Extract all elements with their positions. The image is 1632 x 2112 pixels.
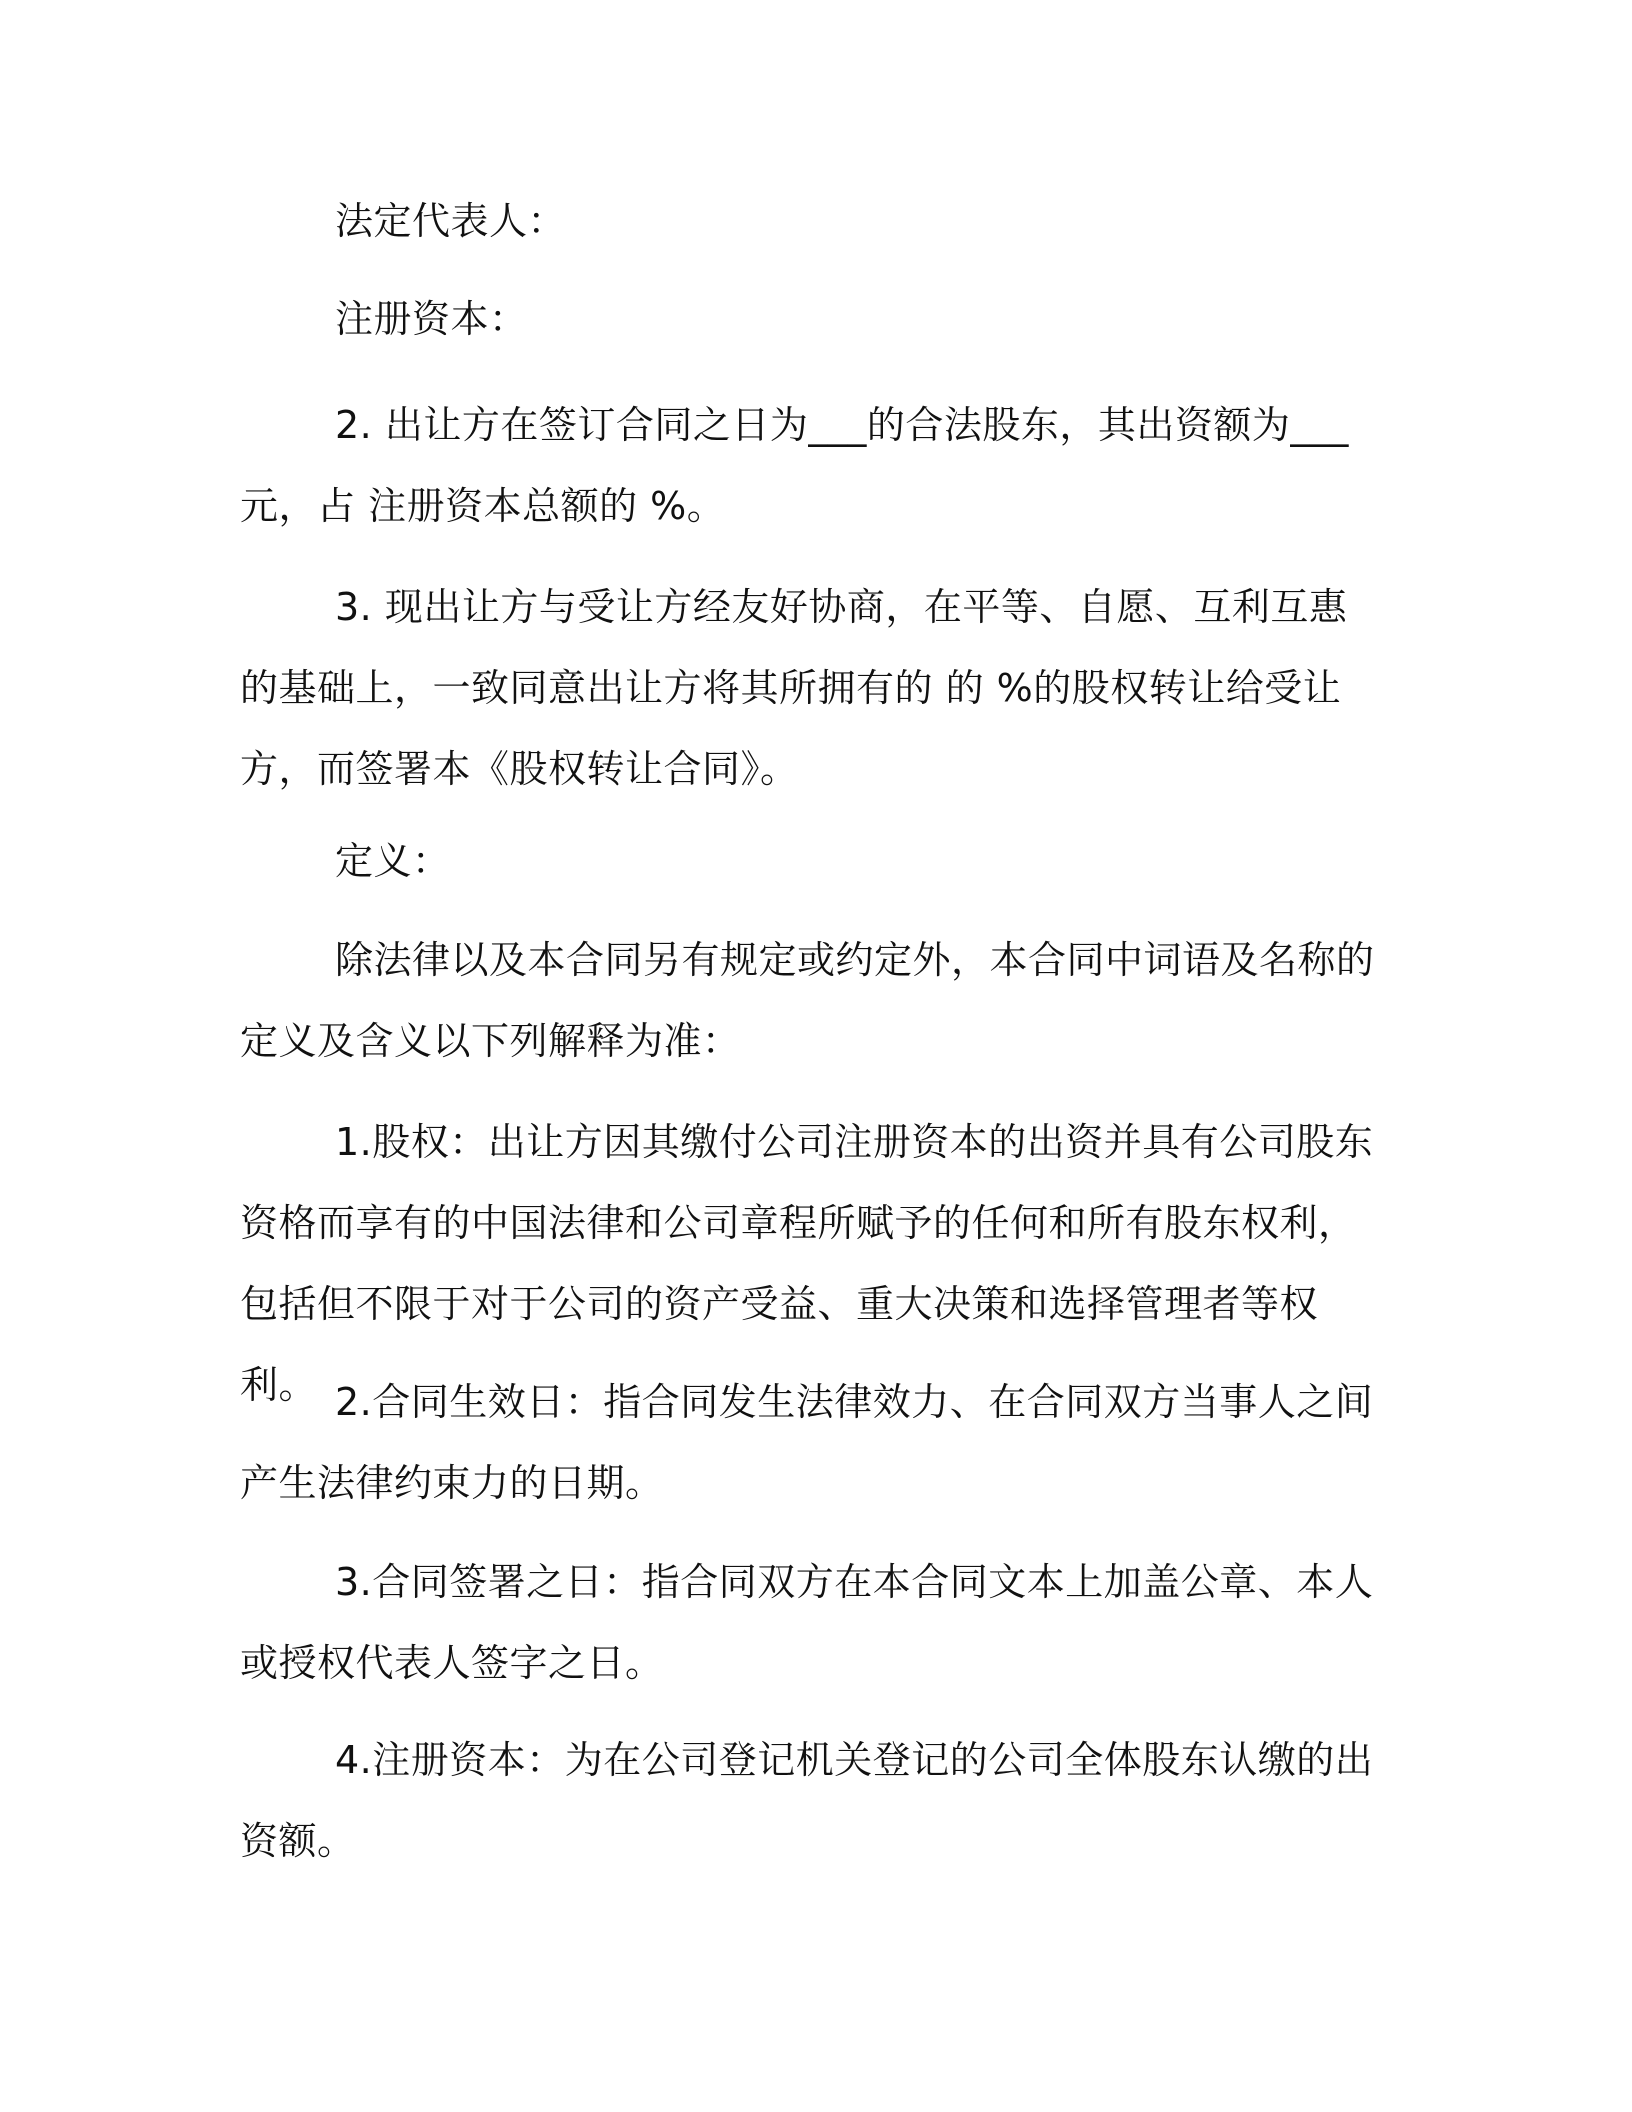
clause-2-paragraph: 2. 出让方在签订合同之日为___的合法股东，其出资额为___元，占 注册资本总额的 %。 bbox=[240, 403, 1349, 528]
definition-effective-date: 2.合同生效日：指合同发生法律效力、在合同双方当事人之间产生法律约束力的日期。 bbox=[240, 1380, 1374, 1505]
clause-3-paragraph: 3. 现出让方与受让方经友好协商，在平等、自愿、互利互惠的基础上，一致同意出让方将其所拥有的 的 %的股权转让给受让方，而签署本《股权转让合同》。 bbox=[240, 585, 1348, 791]
registered-capital-line: 注册资本： bbox=[335, 297, 528, 341]
legal-representative-line: 法定代表人： bbox=[335, 199, 567, 243]
definition-equity: 1.股权：出让方因其缴付公司注册资本的出资并具有公司股东资格而享有的中国法律和公司章程所赋予的任何和所有股东权利，包括但不限于对于公司的资产受益、重大决策和选择管理者等权利。 bbox=[240, 1120, 1374, 1407]
definition-signing-date: 3.合同签署之日：指合同双方在本合同文本上加盖公章、本人或授权代表人签字之日。 bbox=[240, 1560, 1374, 1685]
definitions-intro: 除法律以及本合同另有规定或约定外，本合同中词语及名称的定义及含义以下列解释为准： bbox=[240, 938, 1375, 1063]
definitions-heading: 定义： bbox=[335, 839, 451, 883]
definition-registered-capital: 4.注册资本：为在公司登记机关登记的公司全体股东认缴的出资额。 bbox=[240, 1738, 1374, 1863]
